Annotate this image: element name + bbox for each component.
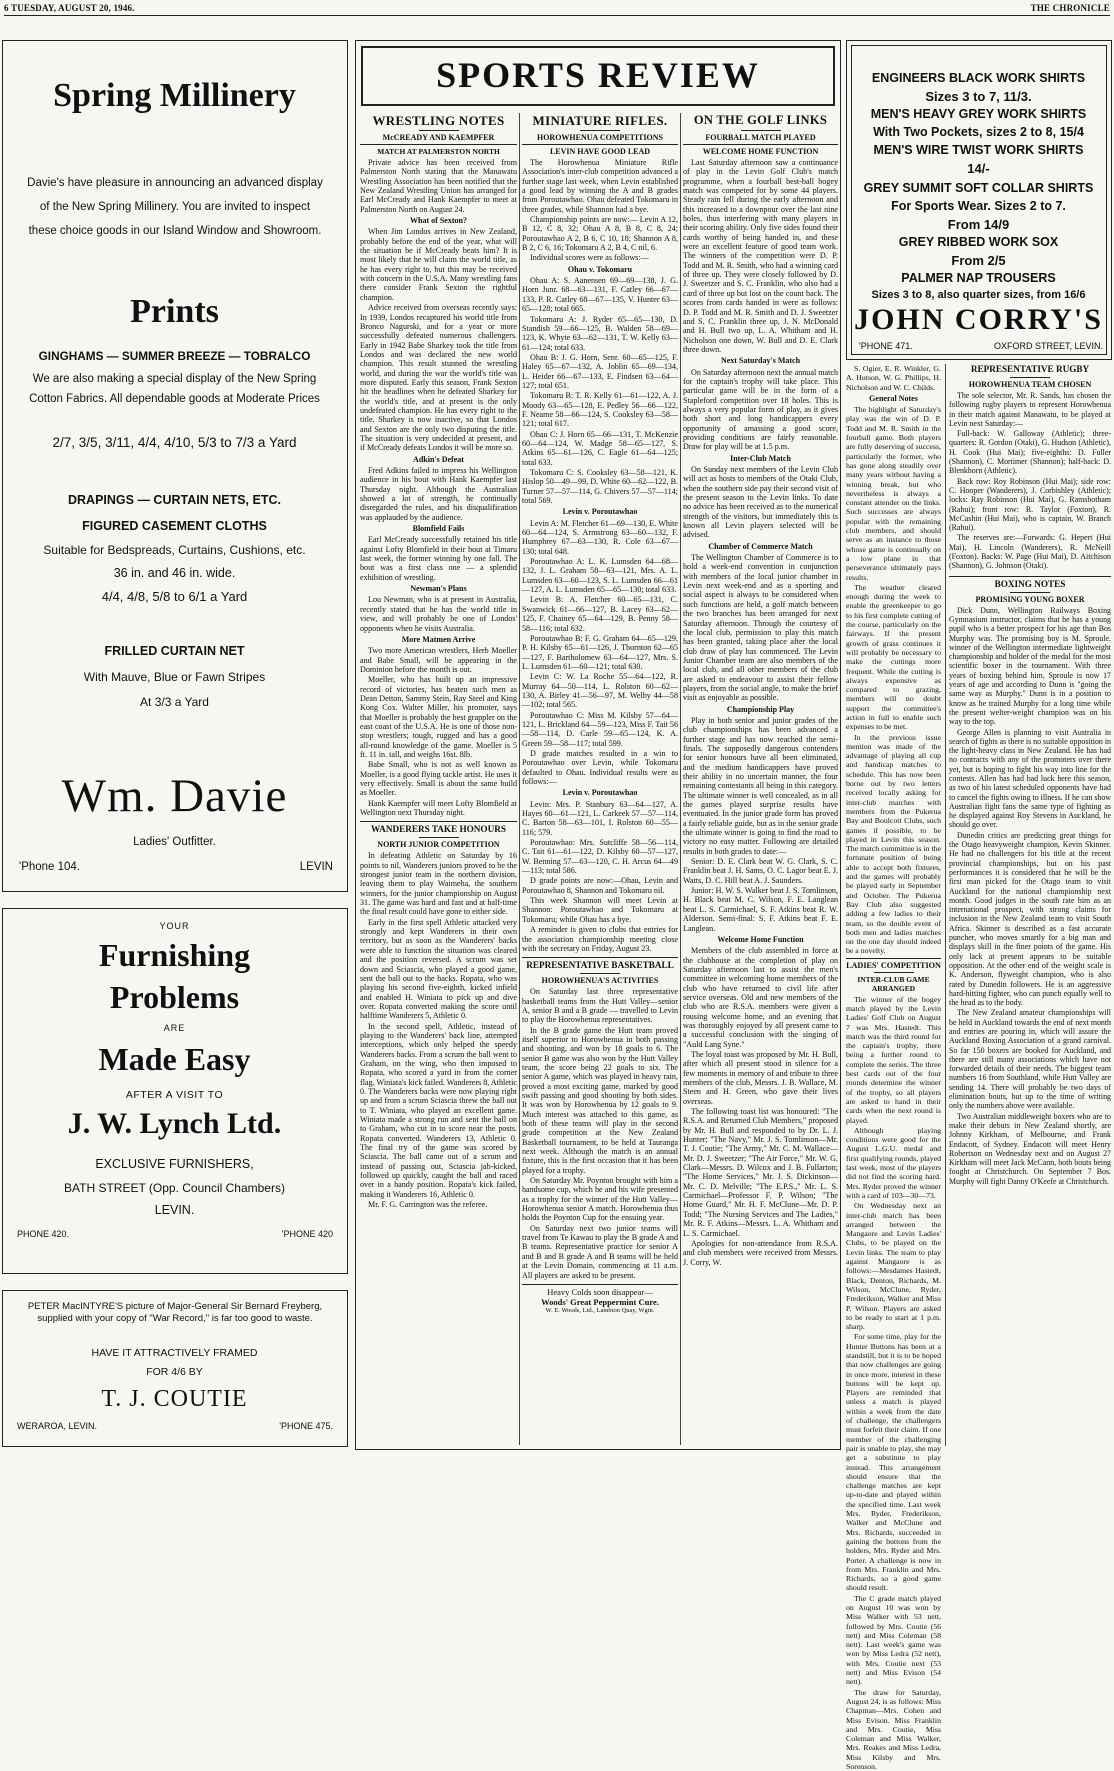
- paragraph: Levin C: W. La Roche 55—64—122, R. Murray 64—50—114, L. Rolston 60—62—130, A. Birley 41—56—97, M. Welby 44—58—102; total 565.: [522, 672, 678, 710]
- casement-widths: 36 in. and 46 in. wide.: [113, 566, 236, 580]
- rifles-rule: [580, 130, 620, 131]
- corry-line11: From 2/5: [951, 253, 1006, 268]
- colds-ad-line2: Woods' Great Peppermint Cure.: [541, 1296, 659, 1307]
- colds-ad-line3: W. E. Woods, Ltd., Lambton Quay, Wgtn.: [545, 1306, 655, 1314]
- paragraph: The draw for Saturday, August 24, is as follows: Miss Chapman—Mrs. Cohen and Miss Evison. Miss Franklin and Mrs. Coutie, Miss Coleman and Miss Walker, Mrs. Reakes and Miss Ledra, Miss Kilsby and Mrs. Sorenson.: [846, 1687, 941, 1771]
- paragraph: Play in both senior and junior grades of the club championships has been advanced a further stage and has now reached the semi-finals. The supposedly dangerous contenders for senior honours have all been eliminated, and the medium handicappers have proved their ability in no uncertain manner, the four remaining contestants all being in this category. The ultimate winner is well concealed, as in all the games played surprise results have eventuated. In the junior grade form has proved a fairly reliable guide, but as in the senior grade the ultimate winner is going to find the road to victory no easy matter. Following are detailed results in both grades to date:—: [683, 715, 838, 856]
- paragraph: Hank Kaempfer will meet Lofty Blomfield at Wellington next Thursday night.: [360, 798, 517, 818]
- paragraph: D grade points are now:—Ohau, Levin and Poroutawhao 8, Shannon and Tokomaru nil.: [522, 876, 678, 895]
- paragraph: The New Zealand amateur championships will be held in Auckland towards the end of next month and entries are pouring in, which will assure the Auckland Boxing Association of a grand carnival. So far 150 boxers are booked for Auckland, and there are still many associations which have not forwarded details of their needs. The biggest team numbers 16 from Southland, while Hutt Valley are sending 14. There will probably be two days of elimination bouts, but up to the time of writing only the numbers above were available.: [949, 1008, 1111, 1111]
- coutie-framed: HAVE IT ATTRACTIVELY FRAMED: [91, 1347, 258, 1359]
- corry-phone: 'PHONE 471.: [859, 341, 913, 351]
- sports-banner-box: [361, 46, 835, 106]
- corry-line4: With Two Pockets, sizes 2 to 8, 15/4: [873, 125, 1084, 139]
- corry-line9: From 14/9: [947, 217, 1010, 232]
- column-divider: [680, 113, 681, 1445]
- lynch-exclusive: EXCLUSIVE FURNISHERS,: [95, 1157, 254, 1171]
- subheading: General Notes: [869, 393, 918, 403]
- wrestling-rule-2: [360, 144, 517, 145]
- subheading: Next Saturday's Match: [720, 356, 801, 366]
- paragraph: This week Shannon will meet Levin at Shannon: Poroutawhao and Tokomaru at Tokomaru; while Ohau has a bye.: [522, 896, 678, 924]
- lynch-furnishers-ad: [2, 908, 348, 1274]
- paragraph: Poroutawhao: Mrs. Sutcliffe 58—56—114, C. Tait 61—61—122, D. Kilsby 60—57—127, W. Benning 57—63—120, C. H. Arcus 64—49—113; total 586.: [522, 838, 678, 876]
- coutie-phone: 'PHONE 475.: [279, 1421, 333, 1431]
- rifles-sub1: HOROWHENUA COMPETITIONS: [536, 133, 663, 142]
- golf-column: [683, 113, 838, 1448]
- subheading: Blomfield Fails: [412, 524, 465, 534]
- paragraph: Dunedin critics are predicting great things for the Otago heavyweight champion, Kevin Skinner. He had no challengers for his title at the recent provincial championships, but on his past performances it is considered that he will be the first man picked for the Otago team to visit Auckland for the national championship next month. Good judges in the south rate him as an international prospect, with strong claims for inclusion in the New Zealand team to visit South Africa. Skinner is described as a fast accurate puncher, who moves smartly for a big man and displays skill in the finer points of the game. His only lack at present appears to be suitable opposition. At the other end of the weight scale is K. Anderson, flyweight champion, who is also rated by Dunedin followers. He is an aggressive hard-hitting fighter, who can punch equally well to the head as to the body.: [949, 830, 1111, 1008]
- corry-line12: PALMER NAP TROUSERS: [901, 271, 1056, 285]
- paragraph: The highlight of Saturday's play was the win of D. P. Todd and M. R. Smith in the fourball game. Both players are fully deserving of success, particularly the former, who has gone along steadily over many years without having a winning break, but who nevertheless is always a constant attender on the links. Such successes are always popular with the remaining club members, and should serve as an instance to those whose game is continually on a low plane in that perseverance ultimately pays results.: [846, 405, 941, 582]
- paragraph: In the previous issue mention was made of the advantage of playing all cup and handicap matches to schedule. This has now been borne out by two letters received locally asking for inter-club matches with members from the Pukerua Bay and Boulcott Clubs, such games if possible, to be played in Levin this season. The match committee is in the fortunate position of being able to accept both fixtures, and the games will probably be played early in September and October. The Pukerua Bay Club also suggested adding a few ladies to their team, so the double event of both men and ladies matches on the one day should indeed be a novelty.: [846, 732, 941, 956]
- casement-heading: FIGURED CASEMENT CLOTHS: [82, 519, 267, 533]
- frilled-price: At 3/3 a Yard: [140, 695, 209, 709]
- paragraph: In defeating Athletic on Saturday by 16 points to nil, Wanderers juniors proved to be the strongest junior team in the northern division, leaving them to play Waimeha, the southern winners, for the junior championship on August 31. The game was hard and fast and at half-time the final result could have gone to either side.: [360, 851, 517, 917]
- paragraph: Last Saturday afternoon saw a continuance of play in the Levin Golf Club's match programme, when a fourball best-ball bogey match was competed for by some 44 players. Steady rain fell during the early afternoon and this increased to a downpour over the last nine holes, thus interfering with many players in their scoring ability. Only five sides found their cards worthy of being handed in, and these were an excellent feature of good team work. The winners of the competition were D. P. Todd and M. R. Smith, who had a winning card of three up. They were closely followed by D. J. Sweetzer and S. C. Franklin, who also had a card of three up but lost on the count back. The scores from cards handed in were as follows: D. P. Todd and M. R. Smith and D. J. Sweetzer and S. C. Franklin three up, J. N. McDonald and H. Bull two up, L. A. Whitham and H. Nicholson one down, W. Bull and D. E. Clark three down.: [683, 158, 838, 354]
- davie-town: LEVIN: [299, 861, 333, 873]
- corry-line13: Sizes 3 to 8, also quarter sizes, from 16/6: [871, 289, 1086, 301]
- paragraph: The sole selector, Mr. R. Sands, has chosen the following rugby players to represent Horowhenua in their match against Manawatu, to be played at Levin next Saturday:—: [949, 391, 1111, 428]
- paragraph: Ohau C: J. Horn 65—66—131, T. McKenzie 60—64—124, W. Madge 58—65—127, S. Atkins 65—61—126, C. Eagle 61—64—125; total 633.: [522, 429, 678, 467]
- paragraph: For some time, play for the Hunter Buttons has been at a standstill, but it is to be hoped that now challenges are going in once more, interest in these buttons will be kept up. Players are reminded that unless a match is played within a week from the date of challenge, the challengers must forfeit their claim. If one member of the challenging pair is unable to play, she may get a substitute to play instead. This arrangement should ensure that the challenge matches are kept up-to-date and played within the specified time. Last week Mrs. Ryder, Frederikson, Walker and McClune and Mrs. Richards, succeeded in gaining the buttons from the holders, Mrs. Ryder and Mrs. Porter. A challenge is now in from Mrs. Franklin and Mrs. Richards, so a good game should result.: [846, 1332, 941, 1593]
- page-date-header: 6 TUESDAY, AUGUST 20, 1946.: [4, 3, 135, 13]
- boxing-sub: PROMISING YOUNG BOXER: [975, 594, 1085, 604]
- lynch-firm-name: J. W. Lynch Ltd.: [67, 1107, 282, 1140]
- corry-line10: GREY RIBBED WORK SOX: [898, 235, 1059, 249]
- paragraph: Dick Dunn, Wellington Railways Boxing Gymnasium instructor, claims that he has a young pupil who is a better prospect for his age than Bos Murphy was. The promising boy is M. Sproule, winner of the Wellington intermediate lightweight championship and holder of the medal for the most scientific boxer in the tournament. With three years of boxing behind him, Sproule is now 17 years of age and according to Dunn is "going the same way as Murphy." Dunn is in a position to know as he trained Murphy for a long time while the present welter-weight champion was on his way to the top.: [949, 605, 1111, 727]
- wrestling-rule: [419, 130, 459, 131]
- corry-line3: MEN'S HEAVY GREY WORK SHIRTS: [870, 107, 1087, 121]
- coutie-framing-ad: [2, 1290, 348, 1447]
- paragraph: Lou Newman, who is at present in Australia, recently stated that he has the world title in view, and will probably be one of Londos' opponents when he visits Australia.: [360, 595, 517, 633]
- ladies-rule-2: [874, 972, 914, 973]
- paragraph: The Wellington Chamber of Commerce is to hold a week-end convention in conjunction with members of the local junior chamber in Levin next week-end and as a sporting and social aspect is always to be considered when such functions are held, a golf match between the two branches has been arranged for next Saturday afternoon. Through the courtesy of the local club, permission to play this match has been granted, taking place after the local club draw of play has commenced. The Levin Junior Chamber team are also members of the local club, and all other members of the club are asked to endeavour to assist their fellow players, from the social angle, to make the brief visit as enjoyable as possible.: [683, 553, 838, 703]
- boxing-title: BOXING NOTES: [994, 578, 1066, 589]
- subheading: More Matmen Arrive: [401, 634, 476, 644]
- furnishing-line3: Made Easy: [98, 1041, 251, 1077]
- boxing-rule-2: [1010, 592, 1050, 593]
- golf-title: ON THE GOLF LINKS: [693, 113, 828, 127]
- paragraph: On Sunday next members of the Levin Club will act as hosts to members of the Otaki Club, when the southern side pay their second visit of the present season to the Levin links. To date no advice has been received as to the numerical strength of the visitors, but immediately this is known all Levin players selected will be advised.: [683, 465, 838, 540]
- millinery-title: Spring Millinery: [53, 77, 296, 114]
- basketball-rule: [522, 957, 678, 958]
- paragraph: Senior: D. E. Clark beat W. G. Clark, S. C. Franklin beat J. H. Sams, O. C. Lagor beat E. J. Watts, D. C. Hill beat A. J. Saunders.: [683, 857, 838, 885]
- subheading: Inter-Club Match: [730, 453, 791, 463]
- furnishing-are: ARE: [163, 1023, 186, 1033]
- drapings-heading: DRAPINGS — CURTAIN NETS, ETC.: [68, 493, 281, 507]
- paragraph: On Wednesday next an inter-club match has been arranged between the Mangaore and Levin Ladies' Clubs, to be played on the Levin links. The team to play against Mangaore is as follows:—Mesdames Hastedt, Black, Denton, Richards, M. Wilson, McClune, Ryder, Frederikson, Walker and Miss P. Wilson. Players are asked to be ready to start at 1 p.m. sharp.: [846, 1201, 941, 1332]
- paragraph: Levin B: A. Fletcher 60—65—131, C. Swanwick 61—66—127, B. Lacey 63—62—125, F. Chainey 65—64—129, B. Penny 58—58—116; total 632.: [522, 595, 678, 633]
- paragraph: Levin: Mrs. P. Stanbury 63—64—127, A. Hayes 60—61—121, L. Carkeek 57—57—114, C. Barton 58—63—101, I. Rolston 60—55—116; 579.: [522, 799, 678, 837]
- ladies-body: [846, 995, 941, 1771]
- wrestling-sub2: MATCH AT PALMERSTON NORTH: [377, 147, 500, 156]
- newspaper-name-header: THE CHRONICLE: [1030, 3, 1110, 13]
- paragraph: On Saturday afternoon next the annual match for the captain's trophy will take place. This particular game will be in the form of a Stapleford competition over 18 holes. This is always a very popular form of play, as it gives both short and long handicappers every opportunity of amassing a good score, providing conditions are fairly reasonable. Draw for play will be at 1.5 p.m.: [683, 367, 838, 452]
- lynch-town: LEVIN.: [154, 1203, 195, 1217]
- golf-body: [683, 158, 838, 1267]
- paragraph: Two Australian middleweight boxers who are to make their debuts in New Zealand shortly, are Johnny Kirkham, of Melbourne, and Frank Endacott, of Sydney. Endacott will meet Henry Robertson on Wednesday next and on August 27 Kirkham will meet Jack McCann, both bouts being fought at Christchurch. On September 7 Bos. Murphy will fight Danny O'Keefe at Christchurch.: [949, 1111, 1111, 1186]
- casement-suitable: Suitable for Bedspreads, Curtains, Cushions, etc.: [43, 543, 306, 557]
- subheading: Chamber of Commerce Match: [708, 541, 813, 551]
- subheading: Newman's Plans: [410, 584, 467, 594]
- corry-line6: 14/-: [967, 161, 990, 176]
- paragraph: Back row: Roy Robinson (Hui Mai); side row: C. Hooper (Wanderers), J. Corbishley (Athletic); locks: Ray Robinson (Hui Mai), G. Ramsbotham (Rahui); front row: R. Taylor (Foxton), R. McCashin (Hui Mai), who is captain, W. Branch (Rahui).: [949, 476, 1111, 533]
- coutie-text: PETER MacINTYRE'S picture of Major-General Sir Bernard Freyberg, supplied with your copy of "War Record," is far too good to waste.: [27, 1301, 323, 1324]
- paragraph: George Allen is planning to visit Australia in search of fights as there is no suitable opposition in the light-heavy class in New Zealand. He has had no contracts with any of the promoters over there yet, but is hoping to fight his way into line for the contests. Allen has had bad luck here this season, as two of his latest scheduled opponents have had to cancel the fights owing to illness. If he can show Australian fight fans the same type of fighting as he displayed against Roy Stevens in Auckland, he should go over.: [949, 727, 1111, 830]
- rifles-title: MINIATURE RIFLES.: [532, 113, 668, 128]
- column-divider: [519, 113, 520, 1445]
- basketball-sub: HOROWHENUA'S ACTIVITIES: [541, 976, 659, 986]
- paragraph: In the second spell, Athletic, instead of playing to the Wanderers' back line, attempted interceptions, which only helped the speedy Wanderers backs. From a scrum the ball went to Graham, on the wing, who then imposed to Ropata, who scored a yard in from the corner flag. Winiata's kick failed. Wanderers 8, Athletic 0. The Wanderers backs were now playing right up and from a scrum Sciascia threw the ball out to T. Winiata, who played an excellent game. Winiata made a strong run and sent the ball on to Graham, who cut in to score near the posts. Ropata converted. Wanderers 13, Athletic 0. The final try of the game was scored by Sciascia. The ball came out of a scrum and instead of passing out, Sciascia jab-kicked, followed up quickly, caught the ball and raced over in a handy position. Ropata's kick failed, making it Wanderers 16, Athletic 0.: [360, 1021, 517, 1199]
- corry-line1: ENGINEERS BLACK WORK SHIRTS: [871, 71, 1086, 85]
- rugby-title: REPRESENTATIVE RUGBY: [970, 364, 1090, 374]
- paragraph: Poroutawhao C: Miss M. Kilsby 57—64—121, L. Brickland 64—59—123, Miss F. Tait 56—58—114, D. Carle 59—65—124, K. A. Green 59—58—117; total 599.: [522, 710, 678, 748]
- rugby-rule: [1010, 377, 1050, 378]
- davie-phone: 'Phone 104.: [19, 861, 81, 873]
- paragraph: Levin A: M. Fletcher 61—69—130, E. White 60—64—124, S. Armstrong 63—60—132, F. Humphrey 67—63—130, R. Cole 63—67—130; total 648.: [522, 518, 678, 556]
- paragraph: Full-back: W. Galloway (Athletic); three-quarters: R. Gordon (Otaki), G. Hudson (Athletic), H. Cook (Hui Mai); five-eighths: D. Fuller (Shannon), C. Mortimer (Shannon); half-back: D. Blenkhorn (Athletic).: [949, 429, 1111, 476]
- paragraph: Earl McCready successfully retained his title against Lofty Blomfield in their bout at Timaru last week, the former winning by one fall. The bout was a first class one — a splendid exhibition of wrestling.: [360, 535, 517, 582]
- paragraph: Individual scores were as follows:—: [530, 253, 649, 263]
- corry-shirts-ad: [846, 40, 1112, 360]
- paragraph: When Jim Londos arrives in New Zealand, probably before the end of the year, what will the situation be if McCready beats him? It is most likely that he will claim the world title, as he has every right to, but this may be received with concern in the U.S.A. Many wrestling fans there consider Frank Sexton the rightful champion.: [360, 227, 517, 302]
- prints-title: Prints: [130, 293, 219, 330]
- subheading: What of Sexton?: [410, 216, 467, 226]
- paragraph: Tokomaru B: T. R. Kelly 61—61—122, A. J. Moody 63—65—128, E. Pedley 56—66—122, F. Neame 58—66—124, S. Cooksley 63—58—121; total 617.: [522, 391, 678, 429]
- coutie-price: FOR 4/6 BY: [146, 1366, 203, 1378]
- paragraph: Tokomaru A: J. Ryder 65—65—130, D. Standish 59—66—125, B. Walden 58—69—123, K. Whyte 63—62—131, T. W. Kelly 63—61—124; total 633.: [522, 314, 678, 352]
- paragraph: S. Ogier, E. R. Winkler, G. A. Hutson, W. G. Phillips, H. Nicholson and W. C. Childs.: [846, 364, 941, 392]
- column-divider: [945, 364, 946, 1446]
- paragraph: Advice received from overseas recently says: In 1939, Londos recaptured his world title from Bronco Nagurski, and for a year or more successfully defeated numerous challengers. Early in 1942 Babe Sharkey took the title from Londos and was declared the new world champion. This result stunned the wrestling world, and during the war the world's title was more disputed. Early this season, Frank Sexton hit the headlines when he defeated Sharkey for the world's title, and at present is the only undefeated champion. He has every right to the title. Sharkey is now inactive, so that Londos and Sexton are the only two disputing the title. The situation is very undecided at present, and if McCready defeats Londos it will be more so.: [360, 303, 517, 453]
- corry-line2: Sizes 3 to 7, 11/3.: [925, 89, 1032, 104]
- golf-continued-body: [846, 364, 941, 956]
- paragraph: Poroutawhao A: L. K. Lumsden 64—68—132, J. L. Graham 58—63—121, Mrs. A. L. Lumsden 63—60—123, S. L. Lumsden 66—61—127, A. L. Lumsden 65—65—130; total 633.: [522, 557, 678, 595]
- paragraph: The reserves are:—Forwards: G. Hepert (Hui Mai), H. Lincoln (Wanderers), R. McNeill (Foxton). Backs: W. Page (Hui Mai), D. Aitchison (Shannon), G. Johnson (Otaki).: [949, 533, 1111, 571]
- lynch-phone-right: 'PHONE 420: [281, 1229, 333, 1239]
- colds-ad-line1: Heavy Colds soon disappear—: [547, 1286, 653, 1297]
- paragraph: Early in the first spell Athletic attacked very strongly and kept Wanderers in their own territory, but as soon as the Wanderers' backs were able to function the situation was cleared and the position reversed. A scrum was set down and Sciascia, who played a good game, sent the ball out to the backs. Ropata, who was playing his second five-eighth, kicked infield and enabled H. Winiata to pick up and dive over. Ropata converted making the score until halftime Wanderers 5, Athletic 0.: [360, 917, 517, 1021]
- furnishing-after: AFTER A VISIT TO: [125, 1089, 224, 1101]
- golf-sub1: FOURBALL MATCH PLAYED: [705, 133, 816, 142]
- paragraph: On Saturday last three representative basketball teams from the Hutt Valley—senior A, senior B and a B grade — travelled to Levin to play the Horowhenua representatives.: [522, 987, 678, 1025]
- boxing-body: [949, 606, 1111, 1186]
- rifles-rule-2: [522, 144, 678, 145]
- wanderers-rule-2: [419, 837, 459, 838]
- corry-line5: MEN'S WIRE TWIST WORK SHIRTS: [873, 143, 1084, 157]
- ladies-column: [846, 364, 941, 1771]
- subheading: Adkin's Defeat: [413, 454, 464, 464]
- davie-subtitle: Ladies' Outfitter.: [133, 836, 216, 848]
- basketball-title: REPRESENTATIVE BASKETBALL: [526, 960, 674, 971]
- paragraph: Mr. F. G. Carrington was the referee.: [368, 1200, 488, 1210]
- masthead-rule: [4, 15, 1110, 16]
- wrestling-column: [360, 113, 517, 1448]
- golf-rule-2: [683, 144, 838, 145]
- wrestling-body: [360, 158, 517, 817]
- subheading: Ohau v. Tokomaru: [567, 264, 633, 274]
- rugby-body: [949, 391, 1111, 571]
- prints-fabrics: GINGHAMS — SUMMER BREEZE — TOBRALCO: [38, 349, 311, 363]
- davie-millinery-ad: [2, 40, 348, 892]
- paragraph: In the B grade game the Hutt team proved itself superior to Horowhenua in both passing and shooting, and won by 18 goals to 6. The senior B game was also won by the Hutt Valley team, the score being 22 goals to six. The senior A game, which was played in heavy rain, proved a most exciting game, marked by good swift passing and good shooting by both sides. It was won by Horowhenua by 12 goals to 9. Much interest was attached to this game, as both of these teams will play in the second grade competition at the New Zealand Basketball tournament, to be held at Tauranga next week. Although the match is an annual fixture, this is the first occasion that it has been played for a trophy.: [522, 1025, 678, 1175]
- wanderers-sub: NORTH JUNIOR COMPETITION: [377, 840, 500, 850]
- paragraph: D grade matches resulted in a win to Poroutawhao over Levin, while Tokomaru defaulted to Ohau. Individual results were as follows:—: [522, 748, 678, 786]
- golf-rule: [741, 130, 781, 131]
- lynch-street: BATH STREET (Opp. Council Chambers): [64, 1181, 285, 1195]
- paragraph: Ohau B: J. G. Horn, Senr. 60—65—125, F. Haley 65—67—132, A. Joblin 65—69—134, L. Heider 66—67—133, E. Findsen 63—64—127; total 651.: [522, 352, 678, 390]
- wanderers-body: [360, 851, 517, 1209]
- golf-sub2: WELCOME HOME FUNCTION: [702, 147, 819, 156]
- paragraph: Junior: H. W. S. Walker beat J. S. Tomlinson, H. Black beat M. C. Wilson, F. E. Langlean beat L. S. Carmichael, S. F. Atkins beat R. W. Alderson. Semi-final: S. F. Atkins beat F. E. Langlean.: [683, 886, 838, 933]
- paragraph: Private advice has been received from Palmerston North stating that the Manawatu Wrestling Association has been notified that the New Zealand Wrestling Union has arranged for Earl McCready and Hank Kaempfer to meet at Palmerston North on August 24.: [360, 158, 517, 214]
- paragraph: Two more American wrestlers, Herb Moeller and Babe Small, will be appearing in the Dominion before the month is out.: [360, 646, 517, 674]
- frilled-heading: FRILLED CURTAIN NET: [104, 644, 245, 658]
- paragraph: Ohau A: S. Aanensen 69—69—138, J. G. Horn Junr. 68—63—131, F. Catley 66—67—133, P. R. Catley 68—67—135, V. Hunter 63—65—128; total 665.: [522, 276, 678, 314]
- paragraph: The Horowhenua Miniature Rifle Association's inter-club competition advanced a further stage last week, when Levin established a good lead by winning the A and B grades from Poroutawhao. Ohau defeated Tokomaru in three grades, while Shannon had a bye.: [522, 158, 678, 214]
- paragraph: Apologies for non-attendance from R.S.A. and club members were received from Messrs. J. Corry, W.: [683, 1238, 838, 1267]
- subheading: Welcome Home Function: [717, 934, 804, 944]
- ladies-title: LADIES' COMPETITION: [846, 960, 941, 970]
- paragraph: On Saturday next two junior teams will travel from Te Kawau to play the B grade A and B teams. Representative practice for senior A and B and B grade A and B teams will be held at the Levin Domain, commencing at 11 a.m. All players are asked to be present.: [522, 1223, 678, 1280]
- paragraph: The weather cleared enough during the week to enable the greenkeeper to go to his first complete cutting of the course, particularly on the fairways. If the present growth of grass continues it will probably be necessary to make the cuttings more frequent. While the cutting is always expensive as compared to grazing, members will no doubt support the committee's action in full to enable such expenses to be met.: [846, 582, 941, 732]
- sports-banner: SPORTS REVIEW: [436, 55, 760, 95]
- wrestling-sub1: McCREADY AND KAEMPFER: [382, 133, 495, 142]
- ladies-rule: [846, 958, 941, 959]
- paragraph: Babe Small, who is not as well known as Moeller, is a good flying tackle artist. He uses it very effectively. Small is about the same build as Moeller.: [360, 760, 517, 798]
- paragraph: Although playing conditions were good for the August L.G.U. medal and first qualifying rounds, played last week, most of the players did not find the scoring hard. Mrs. Ryder proved the winner with a card of 103—30—73.: [846, 1125, 941, 1200]
- paragraph: Poroutawhao B: F. G. Graham 64—65—129, P. H. Kilsby 65—61—126, J. Thornton 62—65—127, F. Bartholomew 63—64—127, Mrs. S. L. Lumsden 61—60—121; total 630.: [522, 633, 678, 671]
- frilled-description: With Mauve, Blue or Fawn Stripes: [83, 670, 266, 684]
- corry-line7: GREY SUMMIT SOFT COLLAR SHIRTS: [863, 181, 1094, 195]
- colds-ad-rule: [522, 1284, 678, 1285]
- corry-name: JOHN CORRY'S: [854, 303, 1103, 336]
- wanderers-rule: [360, 821, 517, 822]
- casement-prices: 4/4, 4/8, 5/8 to 6/1 a Yard: [101, 589, 248, 604]
- paragraph: The loyal toast was proposed by Mr. H. Bull, after which all present stood in silence for a few moments in memory of and tribute to three members of the club, Messrs. J. B. Wallace, M. Steen and H. Green, who gave their lives overseas.: [683, 1049, 838, 1106]
- paragraph: Tokomaru C: S. Cooksley 63—58—121, K. Hislop 50—49—99, D. White 60—62—122, B. Turner 57—57—114, G. Chivers 57—57—114; total 569.: [522, 468, 678, 506]
- furnishing-line1: Furnishing: [98, 937, 251, 973]
- lynch-phone-left: PHONE 420.: [17, 1229, 70, 1239]
- coutie-address: WERAROA, LEVIN.: [17, 1421, 98, 1431]
- furnishing-line2: Problems: [109, 979, 240, 1015]
- subheading: Levin v. Poroutawhao: [562, 507, 638, 517]
- davie-brand: Wm. Davie: [61, 770, 288, 822]
- corry-line8: For Sports Wear. Sizes 2 to 7.: [891, 199, 1066, 213]
- paragraph: On Saturday Mr. Poynton brought with him a handsome cup, which he and his wife presented as a trophy for the winner of the Hutt Valley—Horowhenua senior A match. Horowhenua thus holds the Poynton Cup for the ensuing year.: [522, 1176, 678, 1223]
- paragraph: The winner of the bogey match played by the Levin Ladies' Golf Club on August 7 was Mrs. Hastedt. This match was the third round for the captain's trophy, there being a further round to complete the series. The three best cards out of the four rounds determine the winner of the trophy, so all players are asked to hand in their cards when the next round is played.: [846, 994, 941, 1125]
- rugby-boxing-column: [949, 364, 1111, 1446]
- rifles-sub2: LEVIN HAVE GOOD LEAD: [549, 147, 651, 156]
- rugby-sub: HOROWHENUA TEAM CHOSEN: [968, 380, 1092, 389]
- paragraph: A reminder is given to clubs that entries for the association championship meeting close with the secretary on Friday, August 23.: [522, 925, 678, 953]
- paragraph: Championship points are now:— Levin A 12, B 12, C 8, 32; Ohau A 8, B 8, C 8, 24; Poroutawhao A 2, B 6, C 10, 18; Shannon A 8, B 2, C 6, 16; Tokomaru A 2, B 4, C nil, 6.: [522, 215, 678, 253]
- paragraph: Moeller, who has built up an impressive record of victories, has beaten such men as Dean Detton, Sammy Stein, Ray Steel and King Kong Cox. Walter Miller, his promoter, says that Moeller is probably the best grappler on the east coast of the U.S.A. He is one of those non-stop wrestlers; tough, rugged and has a good all-round knowledge of the game. Moeller is 5 ft. 11 in. tall, and weighs 16st. 8lb.: [360, 675, 517, 759]
- prints-prices: 2/7, 3/5, 3/11, 4/4, 4/10, 5/3 to 7/3 a Yard: [52, 435, 297, 450]
- rifles-body: [522, 158, 678, 953]
- millinery-intro: Davie's have pleasure in announcing an advanced display of the New Spring Millinery. You are invited to inspect these choice goods in our Island Window and Showroom.: [27, 177, 323, 237]
- furnishing-your: YOUR: [159, 921, 190, 931]
- subheading: Levin v. Poroutawhao: [562, 788, 638, 798]
- paragraph: Members of the club assembled in force at the clubhouse at the completion of play on Saturday afternoon last to assist the men's committee in welcoming home members of the club who have returned to civil life after service overseas. Old and new members of the club who are R.S.A. members were given a rousing welcome home, and an evening that was thoroughly enjoyed by all present came to a successful conclusion with the singing of "Auld Lang Syne.": [683, 946, 838, 1049]
- coutie-name: T. J. COUTIE: [101, 1386, 248, 1412]
- wanderers-title: WANDERERS TAKE HONOURS: [371, 824, 506, 835]
- paragraph: The following toast list was honoured: "The R.S.A. and Returned Club Members," proposed by Mr. H. Bull and responded to by Dr. L. J. Hunter; "The Navy," Mr. J. S. Tomlinson—Mr. T. J. Coutie; "The Army," Mr. C. M. Wallace—Mr. D. J. Sweetzer; "The Air Force," Mr. W. G. Clark—Messrs. D. Wilcox and J. B. Fullarton; "The Home Services," Mr. J. S. Dickinson—Mr. C. D. Melville; "The E.P.S.," Mr. L. S. Carmichael—Professor F. P. Wilson; "The Home Guard," Mr. H. F. McClune—Mr. D. P. Todd; "The Nursing Services and The Ladies," Mr. R. F. Atkins—Messrs. L. A. Whitham and L. S. Carmichael.: [683, 1107, 838, 1238]
- paragraph: The C grade match played on August 10 was won by Miss Walker with 53 nett, followed by Mrs. Coutie (56 nett) and Miss Coleman (58 nett). Last week's game was won by Miss Ledra (52 nett), with Mrs. Coutie next (53 nett) and Miss Evison (54 nett).: [846, 1593, 941, 1687]
- basketball-body: [522, 987, 678, 1280]
- basketball-rule-2: [580, 973, 620, 974]
- ladies-sub: INTER-CLUB GAME ARRANGED: [857, 974, 930, 993]
- subheading: Championship Play: [726, 704, 795, 714]
- rifles-column: [522, 113, 678, 1448]
- wrestling-title: WRESTLING NOTES: [372, 113, 505, 128]
- boxing-rule: [949, 576, 1111, 577]
- paragraph: Fred Adkins failed to impress his Wellington audience in his bout with Hank Kaempfer last Thursday night. Although the Australian showed a lot of strength, he continually disregarded the rules, and his disqualification was applauded by the audience.: [360, 466, 517, 522]
- prints-description: We are also making a special display of the New Spring Cotton Fabrics. All dependable goods at Moderate Prices: [29, 373, 320, 405]
- corry-address: OXFORD STREET, LEVIN.: [993, 341, 1103, 351]
